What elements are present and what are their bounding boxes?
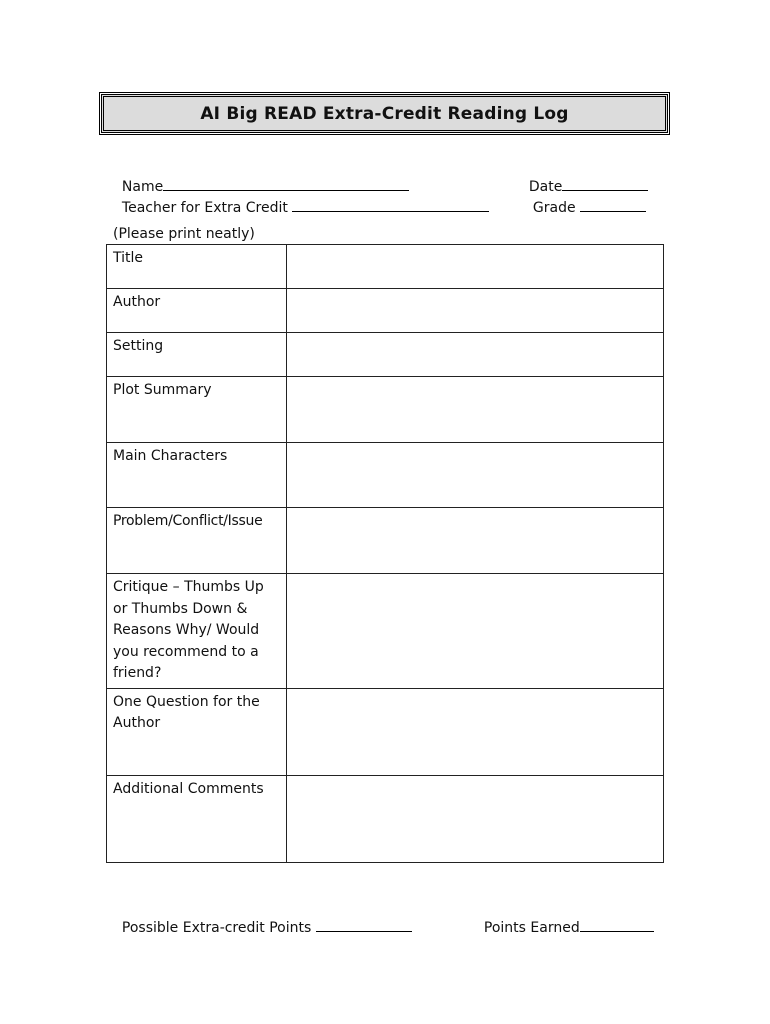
print-instruction: (Please print neatly) [113, 226, 255, 242]
row-field-title[interactable] [287, 245, 664, 289]
table-row [107, 574, 664, 689]
form-title-box [101, 94, 668, 133]
name-label: Name [121, 179, 164, 195]
row-label-problem: Problem/Conflict/Issue [107, 508, 287, 574]
row-label-critique: Critique – Thumbs Up or Thumbs Down & Reasons Why/ Would you recommend to a friend? [107, 574, 287, 689]
row-field-question[interactable] [287, 688, 664, 775]
row-field-setting[interactable] [287, 333, 664, 377]
teacher-blank[interactable] [292, 198, 489, 212]
teacher-field [113, 182, 489, 216]
form-title: AI Big READ Extra-Credit Reading Log [200, 103, 569, 124]
row-label-question: One Question for the Author [107, 688, 287, 775]
row-field-critique[interactable] [287, 574, 664, 689]
row-label-author: Author [107, 289, 287, 333]
date-label: Date [528, 179, 563, 195]
table-row [107, 508, 664, 574]
row-field-problem[interactable] [287, 508, 664, 574]
row-label-setting: Setting [107, 333, 287, 377]
grade-label: Grade [532, 200, 576, 216]
possible-points-blank[interactable] [316, 918, 412, 932]
row-field-main-characters[interactable] [287, 443, 664, 508]
possible-points-field [113, 902, 412, 936]
row-field-plot-summary[interactable] [287, 377, 664, 443]
points-earned-label: Points Earned [483, 920, 580, 936]
row-field-author[interactable] [287, 289, 664, 333]
grade-blank[interactable] [580, 198, 646, 212]
row-label-main-characters: Main Characters [107, 443, 287, 508]
grade-field [524, 182, 646, 216]
points-earned-field [475, 902, 654, 936]
table-row [107, 775, 664, 862]
table-row [107, 333, 664, 377]
table-row [107, 377, 664, 443]
table-row [107, 688, 664, 775]
row-label-title: Title [107, 245, 287, 289]
possible-points-label: Possible Extra-credit Points [121, 920, 312, 936]
teacher-label: Teacher for Extra Credit [121, 200, 288, 216]
reading-log-table [106, 244, 664, 863]
table-row [107, 245, 664, 289]
row-field-additional-comments[interactable] [287, 775, 664, 862]
table-row [107, 289, 664, 333]
row-label-additional-comments: Additional Comments [107, 775, 287, 862]
row-label-plot-summary: Plot Summary [107, 377, 287, 443]
table-row [107, 443, 664, 508]
points-earned-blank[interactable] [580, 918, 654, 932]
